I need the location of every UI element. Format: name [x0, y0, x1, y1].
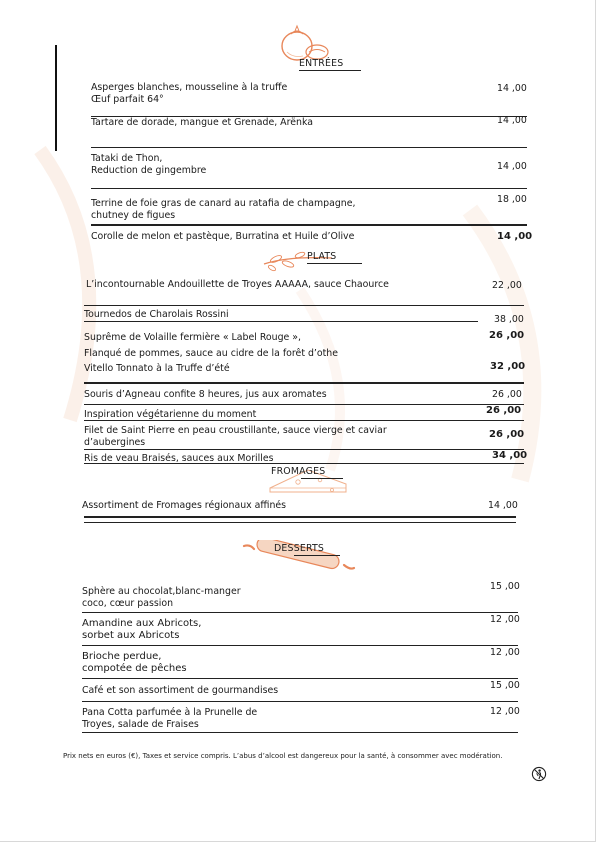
menu-item-price: 18 ,00	[497, 194, 527, 205]
menu-item-price: 26 ,00	[492, 389, 522, 400]
menu-item-price: 14 ,00	[488, 500, 518, 511]
menu-item-price: 14 ,00	[497, 115, 527, 126]
divider	[82, 645, 518, 646]
menu-item-name: Vitello Tonnato à la Truffe d’été	[84, 363, 230, 374]
menu-item-name: L’incontournable Andouillette de Troyes AAAAA, sauce Chaource	[86, 279, 389, 290]
menu-item-price: 14 ,00	[497, 231, 533, 242]
divider	[84, 321, 478, 322]
menu-item-price: 26 ,00	[486, 405, 522, 416]
menu-item-price: 12 ,00	[490, 647, 520, 658]
menu-item-name: Souris d’Agneau confite 8 heures, jus aux aromates	[84, 389, 327, 400]
menu-item-price: 14 ,00	[497, 161, 527, 172]
menu-item-price: 12 ,00	[490, 706, 520, 717]
menu-item-name: Tataki de Thon, Reduction de gingembre	[91, 153, 207, 176]
menu-item-name: Filet de Saint Pierre en peau croustillante, sauce vierge et caviar d’aubergines	[84, 425, 387, 448]
menu-item-name: Inspiration végétarienne du moment	[84, 409, 257, 420]
menu-item-price: 15 ,00	[490, 680, 520, 691]
margin-bar	[55, 45, 57, 151]
menu-item-price: 26 ,00	[489, 429, 525, 440]
divider	[91, 147, 527, 148]
divider	[91, 188, 527, 189]
divider	[84, 420, 524, 421]
menu-item-name: Tournedos de Charolais Rossini	[84, 309, 229, 320]
divider	[84, 305, 524, 306]
divider	[84, 522, 516, 523]
divider	[84, 404, 524, 405]
section-title-plats: PLATS	[307, 251, 336, 262]
section-title-fromages: FROMAGES	[271, 466, 325, 477]
menu-item-price: 14 ,00	[497, 83, 527, 94]
menu-item-name: Assortiment de Fromages régionaux affinés	[82, 500, 287, 511]
divider	[82, 701, 518, 702]
divider	[82, 732, 518, 733]
divider	[84, 449, 524, 450]
footer-disclaimer: Prix nets en euros (€), Taxes et service compris. L’abus d’alcool est dangereux pour la santé, à consommer avec modération.	[63, 752, 503, 760]
menu-item-name: Corolle de melon et pastèque, Burratina et Huile d’Olive	[91, 231, 355, 242]
menu-item-name: Amandine aux Abricots, sorbet aux Abricots	[82, 618, 202, 641]
menu-item-name: Suprême de Volaille fermière « Label Rouge », Flanqué de pommes, sauce au cidre de la forêt d’othe	[84, 332, 339, 359]
menu-item-price: 26 ,00	[489, 330, 525, 341]
divider	[82, 678, 518, 679]
divider	[84, 516, 516, 518]
menu-item-name: Ris de veau Braisés, sauces aux Morilles	[84, 453, 274, 464]
menu-item-price: 22 ,00	[492, 280, 522, 291]
menu-item-price: 34 ,00	[492, 450, 528, 461]
divider	[82, 612, 518, 613]
menu-item-name: Brioche perdue, compotée de pêches	[82, 651, 187, 674]
menu-item-name: Asperges blanches, mousseline à la truffe Œuf parfait 64°	[91, 82, 288, 105]
menu-item-price: 38 ,00	[494, 314, 524, 325]
menu-item-name: Pana Cotta parfumée à la Prunelle de Troyes, salade de Fraises	[82, 707, 258, 730]
menu-item-price: 15 ,00	[490, 581, 520, 592]
no-pregnant-alcohol-icon	[531, 766, 547, 782]
menu-item-price: 12 ,00	[490, 614, 520, 625]
divider	[91, 224, 527, 226]
section-title-entrees: ENTRÉES	[299, 58, 343, 69]
menu-item-price: 32 ,00	[490, 361, 526, 372]
menu-item-name: Tartare de dorade, mangue et Grenade, Arënka	[91, 117, 313, 128]
divider	[84, 382, 524, 384]
menu-item-name: Café et son assortiment de gourmandises	[82, 685, 279, 696]
menu-item-name: Sphère au chocolat,blanc-manger coco, cœur passion	[82, 586, 241, 609]
section-title-desserts: DESSERTS	[274, 543, 324, 554]
menu-item-name: Terrine de foie gras de canard au ratafia de champagne, chutney de figues	[91, 198, 356, 221]
